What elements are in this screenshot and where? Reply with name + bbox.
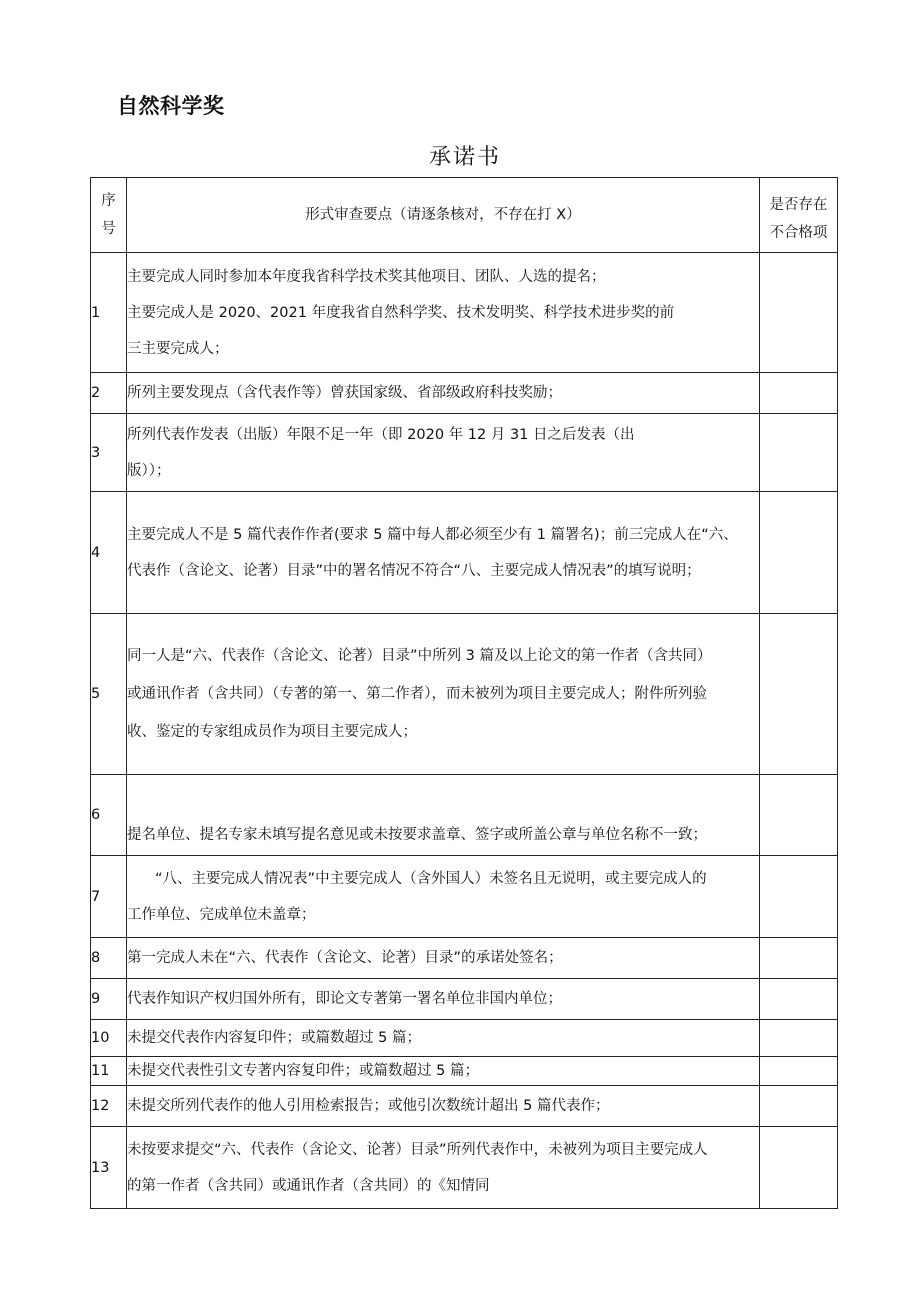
- row-text: 未提交所列代表作的他人引用检索报告；或他引次数统计超出 5 篇代表作；: [127, 1086, 760, 1127]
- row-number: 3: [91, 414, 127, 492]
- noncompliance-checkbox-cell[interactable]: [759, 979, 837, 1020]
- document-title: 承诺书: [428, 145, 501, 170]
- row-number: 1: [91, 253, 127, 373]
- table-row: [91, 775, 838, 856]
- table-row: [91, 492, 838, 614]
- row-text: 所列代表作发表（出版）年限不足一年（即 2020 年 12 月 31 日之后发表（出 版））；: [127, 414, 760, 492]
- table-row: [91, 1086, 838, 1127]
- row-text: 提名单位、提名专家未填写提名意见或未按要求盖章、签字或所盖公章与单位名称不一致；: [127, 775, 760, 856]
- noncompliance-checkbox-cell[interactable]: [759, 614, 837, 775]
- row-text: 所列主要发现点（含代表作等）曾获国家级、省部级政府科技奖励；: [127, 373, 760, 414]
- row-number: 4: [91, 492, 127, 614]
- table-row: [91, 253, 838, 373]
- table-row: [91, 1020, 838, 1057]
- header-noncompliance: 是否存在 不合格项: [759, 178, 837, 253]
- row-number: 8: [91, 938, 127, 979]
- table-row: [91, 938, 838, 979]
- row-number: 2: [91, 373, 127, 414]
- row-text: 未提交代表性引文专著内容复印件；或篇数超过 5 篇；: [127, 1057, 760, 1086]
- table-row: [91, 414, 838, 492]
- table-row: [91, 1057, 838, 1086]
- row-text: 未提交代表作内容复印件；或篇数超过 5 篇；: [127, 1020, 760, 1057]
- row-text: 主要完成人同时参加本年度我省科学技术奖其他项目、团队、人选的提名； 主要完成人是 2020、2021 年度我省自然科学奖、技术发明奖、科学技术进步奖的前 三主要完成人；: [127, 253, 760, 373]
- noncompliance-checkbox-cell[interactable]: [759, 1086, 837, 1127]
- header-review-points: 形式审查要点（请逐条核对，不存在打 X）: [127, 178, 760, 253]
- noncompliance-checkbox-cell[interactable]: [759, 414, 837, 492]
- row-number: 10: [91, 1020, 127, 1057]
- row-text: 第一完成人未在“六、代表作（含论文、论著）目录”的承诺处签名；: [127, 938, 760, 979]
- noncompliance-checkbox-cell[interactable]: [759, 1020, 837, 1057]
- noncompliance-checkbox-cell[interactable]: [759, 1057, 837, 1086]
- table-row: [91, 1127, 838, 1209]
- noncompliance-checkbox-cell[interactable]: [759, 856, 837, 938]
- row-number: 6: [91, 775, 127, 856]
- table-row: [91, 373, 838, 414]
- table-row: [91, 614, 838, 775]
- table-header-row: [91, 178, 838, 253]
- noncompliance-checkbox-cell[interactable]: [759, 253, 837, 373]
- review-checklist-table: [90, 177, 838, 1209]
- noncompliance-checkbox-cell[interactable]: [759, 373, 837, 414]
- row-text: 同一人是“六、代表作（含论文、论著）目录”中所列 3 篇及以上论文的第一作者（含共同） 或通讯作者（含共同）（专著的第一、第二作者），而未被列为项目主要完成人；附件所列验 收、鉴定的专家组成员作为项目主要完成人；: [127, 614, 760, 775]
- row-number: 12: [91, 1086, 127, 1127]
- row-number: 7: [91, 856, 127, 938]
- row-text: “八、主要完成人情况表”中主要完成人（含外国人）未签名且无说明，或主要完成人的 工作单位、完成单位未盖章；: [127, 856, 760, 938]
- row-text: 未按要求提交“六、代表作（含论文、论著）目录”所列代表作中，未被列为项目主要完成人 的第一作者（含共同）或通讯作者（含共同）的《知情同: [127, 1127, 760, 1209]
- noncompliance-checkbox-cell[interactable]: [759, 938, 837, 979]
- table-row: [91, 856, 838, 938]
- award-category-title: 自然科学奖: [117, 94, 225, 118]
- row-number: 5: [91, 614, 127, 775]
- table-row: [91, 979, 838, 1020]
- noncompliance-checkbox-cell[interactable]: [759, 492, 837, 614]
- noncompliance-checkbox-cell[interactable]: [759, 1127, 837, 1209]
- row-number: 13: [91, 1127, 127, 1209]
- row-number: 11: [91, 1057, 127, 1086]
- row-number: 9: [91, 979, 127, 1020]
- noncompliance-checkbox-cell[interactable]: [759, 775, 837, 856]
- row-text: 主要完成人不是 5 篇代表作作者(要求 5 篇中每人都必须至少有 1 篇署名)；前三完成人在“六、 代表作（含论文、论著）目录”中的署名情况不符合“八、主要完成人情况表”的填写说明；: [127, 492, 760, 614]
- header-number: 序 号: [91, 178, 127, 253]
- row-text: 代表作知识产权归国外所有，即论文专著第一署名单位非国内单位；: [127, 979, 760, 1020]
